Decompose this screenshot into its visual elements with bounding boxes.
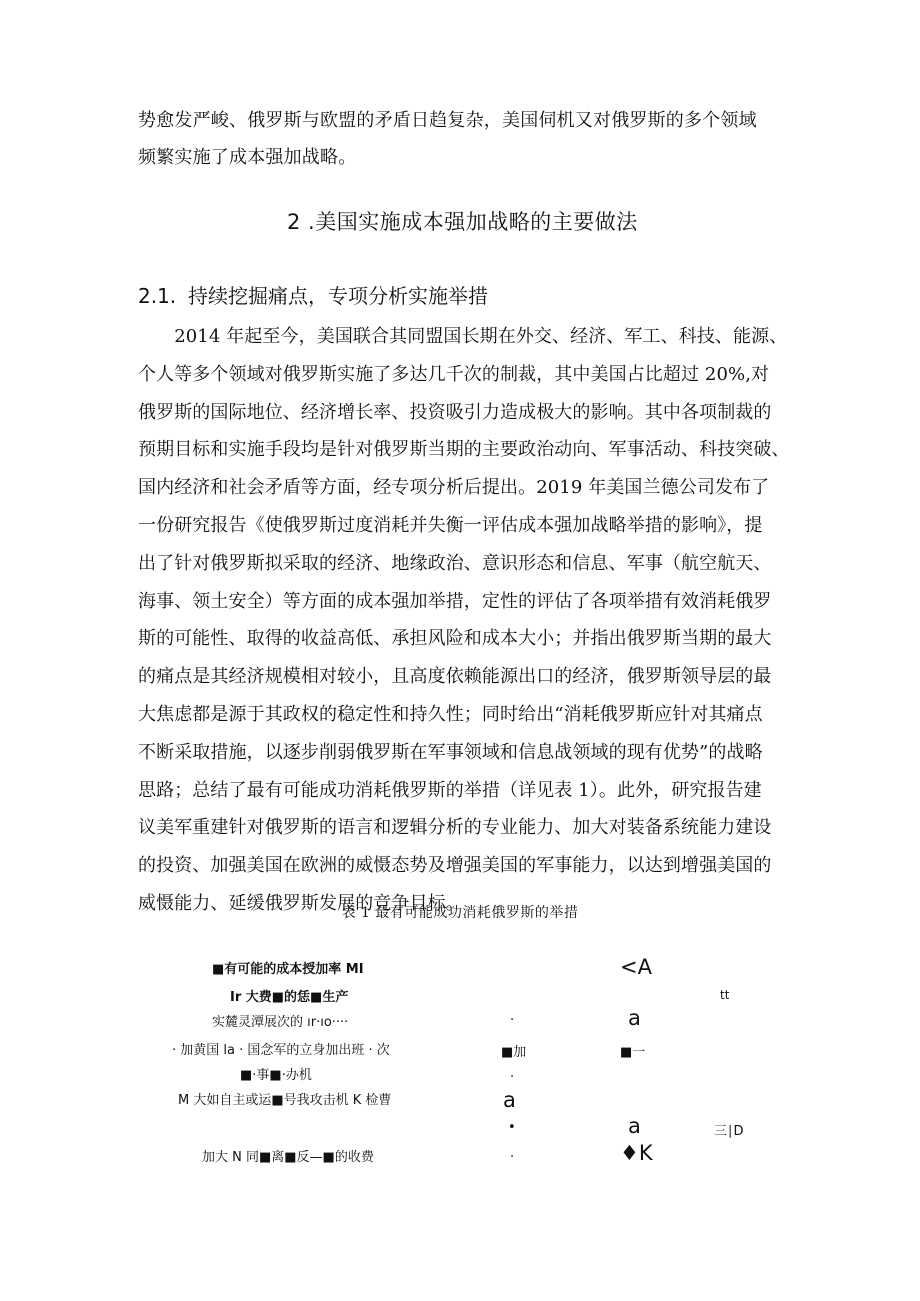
table-cell: a: [503, 1088, 516, 1112]
table-cell: 实麓灵潭展次的 ır·ıo····: [212, 1015, 349, 1030]
body-line: 大焦虑都是源于其政权的稳定性和持久性；同时给出“消耗俄罗斯应针对其痛点: [138, 703, 763, 725]
body-line: 思路；总结了最有可能成功消耗俄罗斯的举措（详见表 1）。此外，研究报告建: [138, 779, 762, 801]
table-cell: M 大如自主或运■号我攻击机 K 检曹: [178, 1093, 392, 1108]
body-line: 俄罗斯的国际地位、经济增长率、投资吸引力造成极大的影响。其中各项制裁的: [138, 401, 772, 423]
table-cell: 三∣D: [714, 1124, 744, 1139]
table-cell: ■有可能的成本授加率 MI: [212, 962, 364, 977]
table-caption: 表 1 最有可能成功消耗俄罗斯的举措: [341, 905, 579, 921]
body-line: 议美军重建针对俄罗斯的语言和逻辑分析的专业能力、加大对装备系统能力建设: [138, 817, 772, 839]
body-line: 2014 年起至今，美国联合其同盟国长期在外交、经济、军工、科技、能源、: [138, 326, 788, 347]
table-cell: ♦K: [620, 1141, 653, 1165]
table-cell: a: [628, 1006, 641, 1030]
body-line: 的痛点是其经济规模相对较小，且高度依赖能源出口的经济，俄罗斯领导层的最: [138, 666, 772, 688]
table-cell: ■加: [501, 1045, 527, 1060]
table-cell: .: [510, 1146, 515, 1161]
table-cell: ■·事■·办机: [240, 1068, 312, 1083]
table-cell: a: [628, 1114, 641, 1138]
body-line: 国内经济和社会矛盾等方面，经专项分析后提出。2019 年美国兰德公司发布了: [138, 477, 770, 499]
table-cell: ■一: [620, 1045, 646, 1060]
body-line: 不断采取措施，以逐步削弱俄罗斯在军事领域和信息战领域的现有优势”的战略: [138, 741, 763, 763]
table-cell: .: [510, 1066, 515, 1081]
table-cell: · 加黄国 la · 国念军的立身加出班 · 次: [172, 1043, 390, 1058]
table-cell: tt: [720, 988, 730, 1002]
subsection-number: 2.1.: [138, 284, 177, 308]
table-cell: 加大 N 同■离■反—■的收费: [202, 1150, 374, 1165]
section-heading: 2 .美国实施成本强加战略的主要做法: [287, 210, 638, 234]
table-cell: <A: [620, 955, 652, 979]
body-line: 预期目标和实施手段均是针对俄罗斯当期的主要政治动向、军事活动、科技突破、: [138, 439, 790, 461]
body-line: 出了针对俄罗斯拟采取的经济、地缘政治、意识形态和信息、军事（航空航天、: [138, 552, 772, 574]
body-line: 斯的可能性、取得的收益高低、承担风险和成本大小；并指出俄罗斯当期的最大: [138, 628, 772, 650]
body-line: 海事、领土安全）等方面的成本强加举措，定性的评估了各项举措有效消耗俄罗: [138, 590, 772, 612]
table-cell: Ir 大费■的恁■生产: [230, 990, 349, 1005]
body-line: 威慑能力、延缓俄罗斯发展的竞争目标。: [138, 892, 464, 914]
table-cell: .: [510, 1009, 515, 1024]
intro-line: 势愈发严峻、俄罗斯与欧盟的矛盾日趋复杂，美国伺机又对俄罗斯的多个领域: [138, 110, 757, 131]
body-line: 个人等多个领域对俄罗斯实施了多达几千次的制裁，其中美国占比超过 20%,对: [138, 363, 770, 385]
body-line: 的投资、加强美国在欧洲的威慑态势及增强美国的军事能力，以达到增强美国的: [138, 855, 772, 877]
body-line: 一份研究报告《使俄罗斯过度消耗并失衡一评估成本强加战略举措的影响》，提: [138, 514, 763, 536]
subsection-heading: [138, 280, 488, 309]
table-cell: •: [508, 1120, 516, 1135]
intro-line: 频繁实施了成本强加战略。: [138, 147, 357, 168]
subsection-title: 持续挖掘痛点，专项分析实施举措: [188, 284, 488, 308]
body-paragraph: [138, 318, 790, 923]
